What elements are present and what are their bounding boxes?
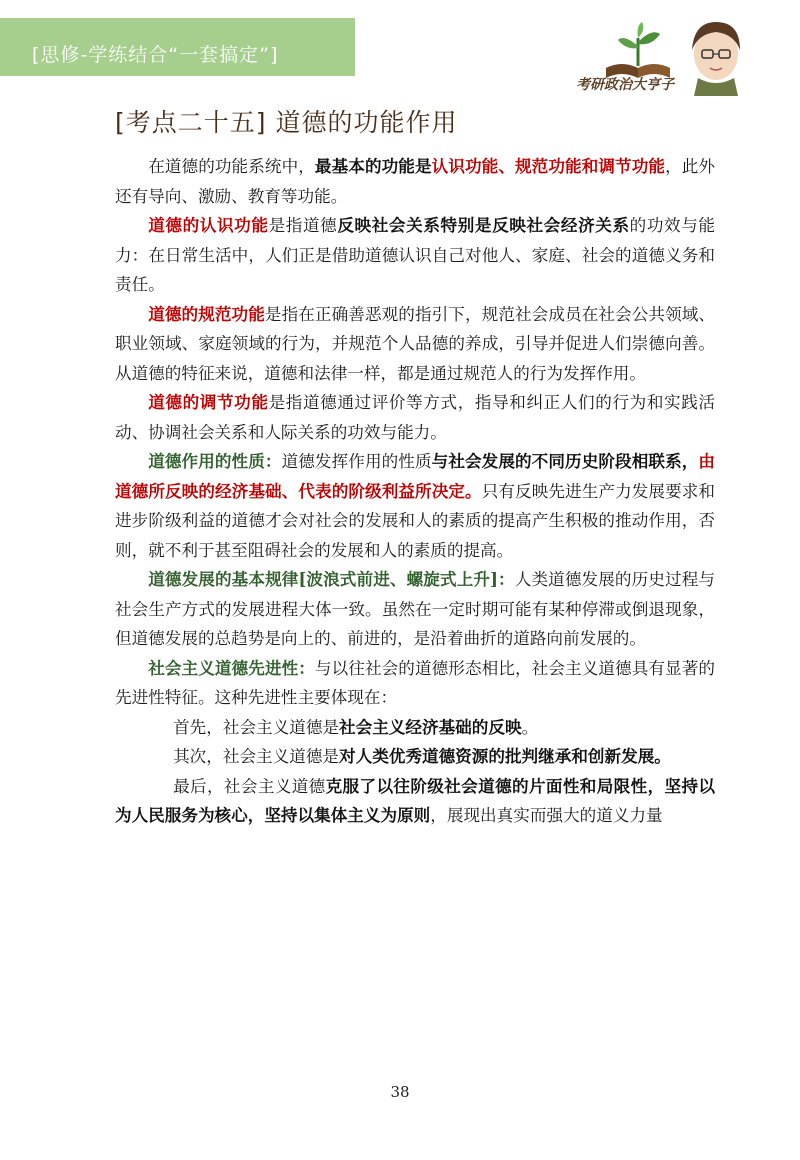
- text-span: 道德发展的基本规律[波浪式前进、螺旋式上升]：: [148, 569, 515, 589]
- paragraph: [115, 447, 715, 565]
- text-span: ，此外还有导向、激励、教育等功能。: [115, 157, 716, 206]
- text-span: 社会主义道德先进性：: [148, 657, 315, 678]
- paragraph: [115, 742, 715, 772]
- paragraph: [115, 713, 715, 743]
- text-span: 道德的调节功能: [148, 392, 269, 412]
- text-span: 首先，社会主义道德是: [173, 717, 340, 737]
- text-span: 。: [521, 717, 539, 737]
- text-span: 人类道德发展的历史过程与社会生产方式的发展进程大体一致。虽然在一定时期可能有某种停滞或倒退现象，但道德发展的总趋势是向上的、前进的，是沿着曲折的道路向前发展的。: [115, 570, 716, 648]
- text-span: 与社会发展的不同历史阶段相联系，: [431, 451, 699, 471]
- text-span: 在道德的功能系统中，: [148, 157, 315, 176]
- text-span: 最后，社会主义道德: [173, 776, 326, 796]
- paragraph: [115, 388, 715, 447]
- paragraph: [115, 654, 715, 713]
- text-span: 反映社会关系特别是反映社会经济关系: [337, 215, 630, 235]
- text-span: ，展现出真实而强大的道义力量: [430, 806, 663, 825]
- page-number: 38: [390, 1083, 410, 1101]
- text-span: 是指道德通过评价等方式，指导和纠正人们的行为和实践活动、协调社会关系和人际关系的功效与能力。: [115, 393, 716, 442]
- text-span: 其次，社会主义道德是: [173, 747, 340, 766]
- text-span: 只有反映先进生产力发展要求和进步阶级利益的道德才会对社会的发展和人的素质的提高产生积极的推动作用，否则，就不利于甚至阻碍社会的发展和人的素质的提高。: [115, 481, 716, 560]
- paragraph: [115, 152, 715, 211]
- paragraph: [115, 300, 715, 389]
- text-span: 道德作用的性质：: [148, 451, 282, 471]
- text-span: 认识功能、规范功能和调节功能: [431, 156, 666, 176]
- text-span: 社会主义经济基础的反映: [339, 716, 522, 737]
- text-span: 道德的规范功能: [148, 303, 265, 324]
- text-span: 与以往社会的道德形态相比，社会主义道德具有显著的先进性特征。这种先进性主要体现在：: [115, 658, 715, 707]
- article-body: [115, 152, 715, 831]
- header-banner: [0, 18, 355, 76]
- paragraph: [115, 211, 715, 300]
- banner-title: [思修-学练结合“一套搞定”]: [32, 44, 279, 66]
- text-span: 由道德所反映的经济基础、代表的阶级利益所决定。: [115, 451, 716, 501]
- text-span: 道德的认识功能: [148, 215, 269, 235]
- logo-text: 考研政治大亨子: [576, 77, 674, 93]
- text-span: 最基本的功能是: [314, 156, 432, 176]
- text-span: 是指在正确善恶观的指引下，规范社会成员在社会公共领域、职业领域、家庭领域的行为，并规范个人品德的养成，引导并促进人们崇德向善。从道德的特征来说，道德和法律一样，都是通过规范人的行为发挥作用。: [115, 304, 716, 383]
- text-span: 是指道德: [268, 216, 338, 235]
- paragraph: [115, 565, 715, 654]
- cartoon-avatar-icon: [692, 22, 740, 96]
- text-span: 道德发挥作用的性质: [281, 452, 432, 471]
- paragraph: [115, 772, 715, 831]
- text-span: 对人类优秀道德资源的批判继承和创新发展。: [339, 746, 671, 766]
- section-title: [考点二十五] 道德的功能作用: [115, 108, 458, 137]
- text-span: 的功效与能力：在日常生活中，人们正是借助道德认识自己对他人、家庭、社会的道德义务和责任。: [115, 216, 716, 294]
- text-span: 克服了以往阶级社会道德的片面性和局限性，坚持以为人民服务为核心，坚持以集体主义为原则: [115, 775, 716, 825]
